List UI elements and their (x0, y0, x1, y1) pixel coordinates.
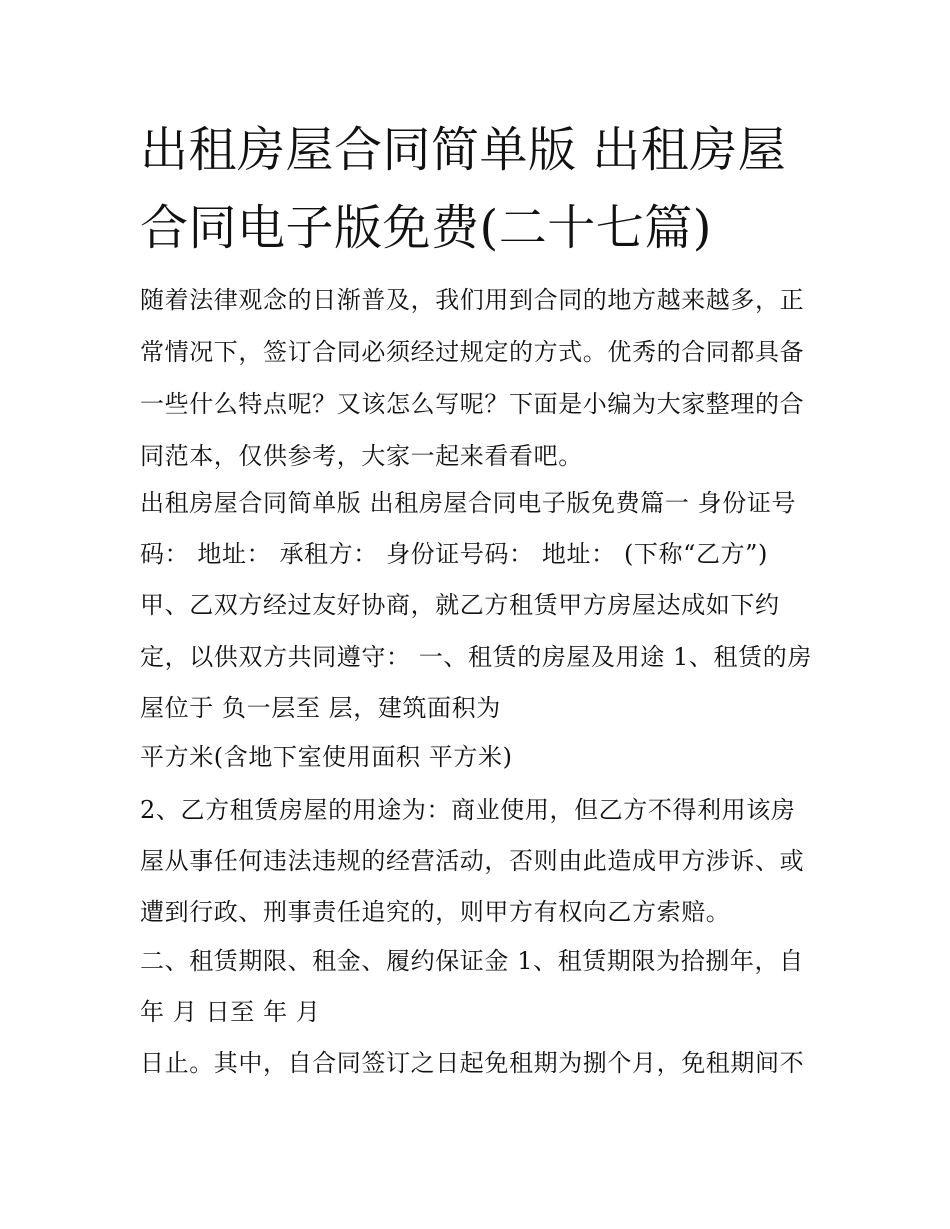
body-line-5: 出租房屋合同简单版 出租房屋合同电子版免费篇一 身份证号 (140, 489, 797, 517)
body-line-4: 同范本，仅供参考，大家一起来看看吧。 (140, 442, 583, 470)
body-line-2: 常情况下，签订合同必须经过规定的方式。优秀的合同都具备 (140, 338, 805, 366)
body-line-1: 随着法律观念的日渐普及，我们用到合同的地方越来越多，正 (140, 286, 805, 314)
body-line-6: 码： 地址： 承租方： 身份证号码： 地址： (下称“乙方”) (140, 540, 769, 568)
body-line-7: 甲、乙双方经过友好协商，就乙方租赁甲方房屋达成如下约 (140, 591, 780, 619)
body-line-3: 一些什么特点呢？又该怎么写呢？下面是小编为大家整理的合 (140, 390, 805, 418)
body-line-9: 屋位于 负一层至 层，建筑面积为 (140, 694, 501, 722)
body-line-16: 日止。其中，自合同签订之日起免租期为捌个月，免租期间不 (140, 1049, 805, 1077)
body-line-10: 平方米(含地下室使用面积 平方米) (140, 743, 513, 771)
document-title-line-1: 出租房屋合同简单版 出租房屋 (140, 122, 787, 178)
body-line-12: 屋从事任何违法违规的经营活动，否则由此造成甲方涉诉、或 (140, 847, 805, 875)
body-line-15: 年 月 日至 年 月 (140, 998, 321, 1026)
body-line-11: 2、乙方租赁房屋的用途为：商业使用，但乙方不得利用该房 (140, 796, 796, 824)
body-line-14: 二、租赁期限、租金、履约保证金 1、租赁期限为拾捌年，自 (140, 947, 804, 975)
body-line-13: 遭到行政、刑事责任追究的，则甲方有权向乙方索赔。 (140, 898, 731, 926)
body-line-8: 定，以供双方共同遵守： 一、租赁的房屋及用途 1、租赁的房 (140, 643, 812, 671)
document-title-line-2: 合同电子版免费(二十七篇) (140, 200, 712, 256)
